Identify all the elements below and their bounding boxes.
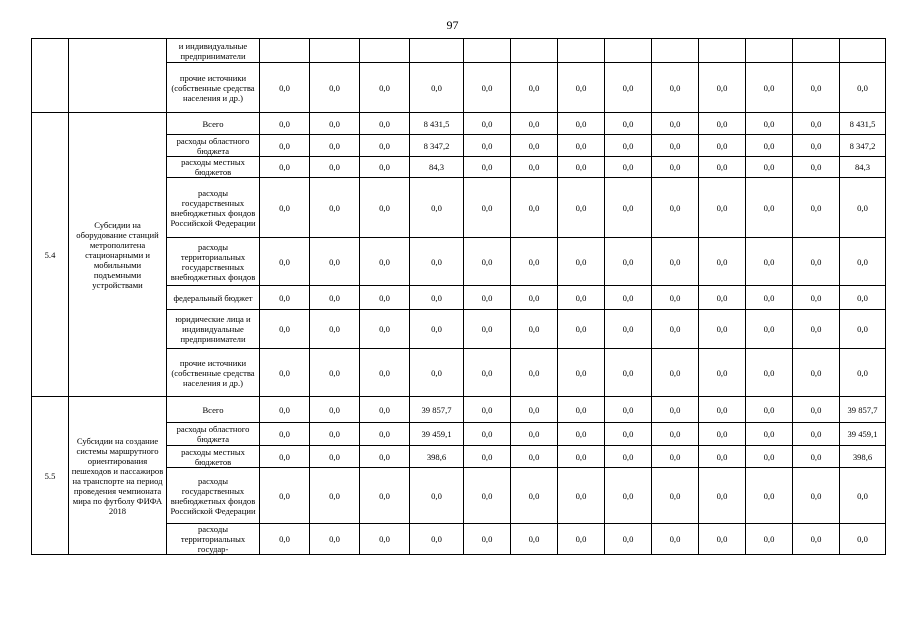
value-cell: 0,0 xyxy=(310,286,360,310)
funding-source: расходы областного бюджета xyxy=(167,135,260,157)
value-cell: 0,0 xyxy=(605,63,652,113)
item-title: Субсидии на создание системы маршрутного ориентирования пешеходов и пассажиров на транспорте на период проведения чемпионата мира по футболу ФИФА 2018 xyxy=(69,397,167,555)
value-cell: 0,0 xyxy=(605,524,652,555)
value-cell: 0,0 xyxy=(260,286,310,310)
value-cell: 0,0 xyxy=(558,468,605,524)
value-cell: 0,0 xyxy=(699,135,746,157)
value-cell xyxy=(746,39,793,63)
value-cell: 0,0 xyxy=(310,446,360,468)
value-cell: 8 431,5 xyxy=(410,113,464,135)
value-cell: 0,0 xyxy=(793,157,840,178)
value-cell: 0,0 xyxy=(699,178,746,238)
value-cell xyxy=(260,39,310,63)
value-cell: 0,0 xyxy=(793,397,840,423)
value-cell: 0,0 xyxy=(260,238,310,286)
value-cell: 0,0 xyxy=(699,113,746,135)
value-cell: 0,0 xyxy=(605,113,652,135)
value-cell xyxy=(558,39,605,63)
value-cell: 0,0 xyxy=(410,524,464,555)
value-cell xyxy=(360,39,410,63)
value-cell: 0,0 xyxy=(260,157,310,178)
value-cell: 0,0 xyxy=(605,468,652,524)
value-cell: 0,0 xyxy=(558,63,605,113)
value-cell: 0,0 xyxy=(410,349,464,397)
value-cell: 0,0 xyxy=(260,178,310,238)
value-cell: 0,0 xyxy=(605,423,652,446)
value-cell: 0,0 xyxy=(793,63,840,113)
value-cell: 0,0 xyxy=(260,310,310,349)
value-cell: 0,0 xyxy=(360,63,410,113)
value-cell: 0,0 xyxy=(840,63,886,113)
value-cell: 0,0 xyxy=(558,178,605,238)
item-title: Субсидии на оборудование станций метрополитена стационарными и мобильными подъемными устройствами xyxy=(69,113,167,397)
value-cell: 0,0 xyxy=(605,178,652,238)
value-cell: 0,0 xyxy=(360,349,410,397)
value-cell: 0,0 xyxy=(699,446,746,468)
value-cell: 0,0 xyxy=(464,310,511,349)
value-cell xyxy=(605,39,652,63)
value-cell: 0,0 xyxy=(605,157,652,178)
item-title xyxy=(69,39,167,113)
value-cell xyxy=(410,39,464,63)
value-cell: 0,0 xyxy=(511,178,558,238)
funding-source: прочие источники (собственные средства населения и др.) xyxy=(167,63,260,113)
value-cell: 0,0 xyxy=(310,349,360,397)
value-cell: 0,0 xyxy=(652,423,699,446)
value-cell: 0,0 xyxy=(605,238,652,286)
value-cell: 398,6 xyxy=(410,446,464,468)
value-cell: 0,0 xyxy=(840,286,886,310)
value-cell: 0,0 xyxy=(746,238,793,286)
value-cell: 0,0 xyxy=(652,238,699,286)
value-cell: 0,0 xyxy=(699,423,746,446)
value-cell: 0,0 xyxy=(793,446,840,468)
value-cell: 0,0 xyxy=(558,113,605,135)
value-cell: 0,0 xyxy=(558,238,605,286)
value-cell: 0,0 xyxy=(260,397,310,423)
value-cell: 0,0 xyxy=(464,135,511,157)
value-cell: 0,0 xyxy=(793,524,840,555)
value-cell: 0,0 xyxy=(652,63,699,113)
value-cell: 0,0 xyxy=(310,113,360,135)
value-cell: 0,0 xyxy=(699,286,746,310)
value-cell: 0,0 xyxy=(652,524,699,555)
value-cell: 0,0 xyxy=(360,157,410,178)
value-cell: 0,0 xyxy=(746,446,793,468)
funding-source: расходы государственных внебюджетных фондов Российской Федерации xyxy=(167,178,260,238)
value-cell: 0,0 xyxy=(605,135,652,157)
value-cell: 0,0 xyxy=(360,524,410,555)
table-row xyxy=(32,39,886,63)
value-cell: 0,0 xyxy=(360,397,410,423)
value-cell: 0,0 xyxy=(793,113,840,135)
value-cell: 0,0 xyxy=(840,349,886,397)
value-cell: 0,0 xyxy=(410,310,464,349)
value-cell: 0,0 xyxy=(746,63,793,113)
value-cell: 0,0 xyxy=(652,157,699,178)
value-cell: 0,0 xyxy=(558,423,605,446)
value-cell: 0,0 xyxy=(746,157,793,178)
value-cell: 0,0 xyxy=(464,423,511,446)
value-cell: 0,0 xyxy=(360,468,410,524)
value-cell: 0,0 xyxy=(410,286,464,310)
value-cell: 0,0 xyxy=(310,310,360,349)
value-cell: 0,0 xyxy=(746,524,793,555)
value-cell: 0,0 xyxy=(699,397,746,423)
value-cell: 0,0 xyxy=(360,113,410,135)
value-cell: 0,0 xyxy=(699,310,746,349)
value-cell: 39 857,7 xyxy=(840,397,886,423)
funding-source: юридические лица и индивидуальные предприниматели xyxy=(167,310,260,349)
value-cell: 8 347,2 xyxy=(410,135,464,157)
value-cell: 0,0 xyxy=(464,397,511,423)
budget-table xyxy=(31,38,886,555)
value-cell xyxy=(699,39,746,63)
value-cell: 0,0 xyxy=(746,423,793,446)
value-cell: 0,0 xyxy=(511,349,558,397)
value-cell: 0,0 xyxy=(360,423,410,446)
value-cell: 0,0 xyxy=(793,178,840,238)
value-cell xyxy=(840,39,886,63)
value-cell: 0,0 xyxy=(699,63,746,113)
value-cell: 0,0 xyxy=(605,286,652,310)
value-cell: 0,0 xyxy=(746,310,793,349)
value-cell: 0,0 xyxy=(746,468,793,524)
value-cell: 0,0 xyxy=(464,157,511,178)
value-cell: 0,0 xyxy=(260,63,310,113)
value-cell: 0,0 xyxy=(746,397,793,423)
funding-source: расходы местных бюджетов xyxy=(167,157,260,178)
funding-source: и индивидуальные предприниматели xyxy=(167,39,260,63)
value-cell: 0,0 xyxy=(558,446,605,468)
value-cell: 0,0 xyxy=(464,238,511,286)
value-cell: 0,0 xyxy=(511,238,558,286)
value-cell: 39 857,7 xyxy=(410,397,464,423)
value-cell: 0,0 xyxy=(699,468,746,524)
value-cell: 0,0 xyxy=(793,349,840,397)
value-cell: 0,0 xyxy=(511,157,558,178)
value-cell: 0,0 xyxy=(511,286,558,310)
value-cell: 0,0 xyxy=(310,63,360,113)
value-cell: 0,0 xyxy=(558,349,605,397)
value-cell: 0,0 xyxy=(410,178,464,238)
value-cell: 0,0 xyxy=(746,349,793,397)
value-cell: 0,0 xyxy=(260,349,310,397)
value-cell: 0,0 xyxy=(558,310,605,349)
value-cell: 0,0 xyxy=(310,157,360,178)
value-cell: 0,0 xyxy=(558,135,605,157)
value-cell: 0,0 xyxy=(310,397,360,423)
value-cell: 0,0 xyxy=(360,286,410,310)
value-cell: 0,0 xyxy=(605,349,652,397)
value-cell: 39 459,1 xyxy=(410,423,464,446)
item-number: 5.5 xyxy=(32,397,69,555)
value-cell: 0,0 xyxy=(605,310,652,349)
value-cell: 0,0 xyxy=(310,423,360,446)
value-cell: 0,0 xyxy=(260,524,310,555)
value-cell: 0,0 xyxy=(840,524,886,555)
value-cell: 0,0 xyxy=(410,238,464,286)
value-cell: 398,6 xyxy=(840,446,886,468)
value-cell: 0,0 xyxy=(310,178,360,238)
value-cell: 0,0 xyxy=(699,524,746,555)
value-cell: 0,0 xyxy=(360,238,410,286)
value-cell: 0,0 xyxy=(652,397,699,423)
value-cell: 0,0 xyxy=(605,446,652,468)
value-cell: 0,0 xyxy=(558,286,605,310)
value-cell: 84,3 xyxy=(410,157,464,178)
value-cell: 0,0 xyxy=(652,446,699,468)
value-cell: 8 431,5 xyxy=(840,113,886,135)
value-cell: 0,0 xyxy=(410,468,464,524)
value-cell: 0,0 xyxy=(360,178,410,238)
funding-source: расходы территориальных государ- xyxy=(167,524,260,555)
value-cell: 0,0 xyxy=(310,524,360,555)
value-cell: 0,0 xyxy=(652,310,699,349)
value-cell: 0,0 xyxy=(652,178,699,238)
value-cell: 0,0 xyxy=(511,397,558,423)
value-cell xyxy=(652,39,699,63)
value-cell: 0,0 xyxy=(652,135,699,157)
value-cell: 0,0 xyxy=(511,135,558,157)
value-cell: 0,0 xyxy=(793,468,840,524)
value-cell xyxy=(511,39,558,63)
funding-source: Всего xyxy=(167,397,260,423)
value-cell: 0,0 xyxy=(360,135,410,157)
value-cell: 8 347,2 xyxy=(840,135,886,157)
value-cell: 0,0 xyxy=(793,423,840,446)
value-cell: 0,0 xyxy=(652,349,699,397)
value-cell: 0,0 xyxy=(464,113,511,135)
value-cell: 0,0 xyxy=(464,286,511,310)
value-cell: 0,0 xyxy=(699,157,746,178)
funding-source: прочие источники (собственные средства населения и др.) xyxy=(167,349,260,397)
value-cell: 0,0 xyxy=(260,135,310,157)
value-cell xyxy=(793,39,840,63)
value-cell: 0,0 xyxy=(699,349,746,397)
value-cell: 0,0 xyxy=(260,468,310,524)
funding-source: расходы территориальных государственных внебюджетных фондов xyxy=(167,238,260,286)
value-cell: 0,0 xyxy=(652,468,699,524)
page-number: 97 xyxy=(446,18,459,32)
funding-source: Всего xyxy=(167,113,260,135)
value-cell: 84,3 xyxy=(840,157,886,178)
value-cell: 0,0 xyxy=(746,135,793,157)
value-cell: 0,0 xyxy=(793,238,840,286)
value-cell: 0,0 xyxy=(558,524,605,555)
value-cell: 0,0 xyxy=(464,349,511,397)
value-cell: 0,0 xyxy=(260,113,310,135)
value-cell: 0,0 xyxy=(793,286,840,310)
value-cell: 0,0 xyxy=(464,524,511,555)
table-row xyxy=(32,113,886,135)
value-cell: 0,0 xyxy=(605,397,652,423)
value-cell: 0,0 xyxy=(840,468,886,524)
value-cell: 0,0 xyxy=(840,310,886,349)
value-cell: 0,0 xyxy=(746,113,793,135)
value-cell: 0,0 xyxy=(558,157,605,178)
value-cell: 0,0 xyxy=(699,238,746,286)
value-cell: 0,0 xyxy=(464,63,511,113)
value-cell: 0,0 xyxy=(652,113,699,135)
funding-source: расходы местных бюджетов xyxy=(167,446,260,468)
item-number: 5.4 xyxy=(32,113,69,397)
value-cell: 0,0 xyxy=(360,446,410,468)
value-cell: 0,0 xyxy=(464,468,511,524)
value-cell: 0,0 xyxy=(511,63,558,113)
value-cell: 0,0 xyxy=(511,423,558,446)
value-cell: 0,0 xyxy=(793,135,840,157)
value-cell: 0,0 xyxy=(793,310,840,349)
value-cell: 0,0 xyxy=(410,63,464,113)
value-cell: 0,0 xyxy=(746,178,793,238)
funding-source: федеральный бюджет xyxy=(167,286,260,310)
item-number xyxy=(32,39,69,113)
value-cell: 0,0 xyxy=(260,446,310,468)
value-cell: 39 459,1 xyxy=(840,423,886,446)
value-cell: 0,0 xyxy=(511,113,558,135)
value-cell xyxy=(464,39,511,63)
value-cell: 0,0 xyxy=(310,135,360,157)
value-cell: 0,0 xyxy=(558,397,605,423)
value-cell: 0,0 xyxy=(464,446,511,468)
value-cell: 0,0 xyxy=(310,468,360,524)
value-cell: 0,0 xyxy=(310,238,360,286)
value-cell: 0,0 xyxy=(464,178,511,238)
value-cell: 0,0 xyxy=(511,310,558,349)
value-cell: 0,0 xyxy=(746,286,793,310)
value-cell: 0,0 xyxy=(652,286,699,310)
value-cell: 0,0 xyxy=(511,468,558,524)
value-cell xyxy=(310,39,360,63)
value-cell: 0,0 xyxy=(511,446,558,468)
value-cell: 0,0 xyxy=(840,238,886,286)
value-cell: 0,0 xyxy=(511,524,558,555)
value-cell: 0,0 xyxy=(840,178,886,238)
value-cell: 0,0 xyxy=(360,310,410,349)
funding-source: расходы областного бюджета xyxy=(167,423,260,446)
funding-source: расходы государственных внебюджетных фондов Российской Федерации xyxy=(167,468,260,524)
table-row xyxy=(32,397,886,423)
value-cell: 0,0 xyxy=(260,423,310,446)
